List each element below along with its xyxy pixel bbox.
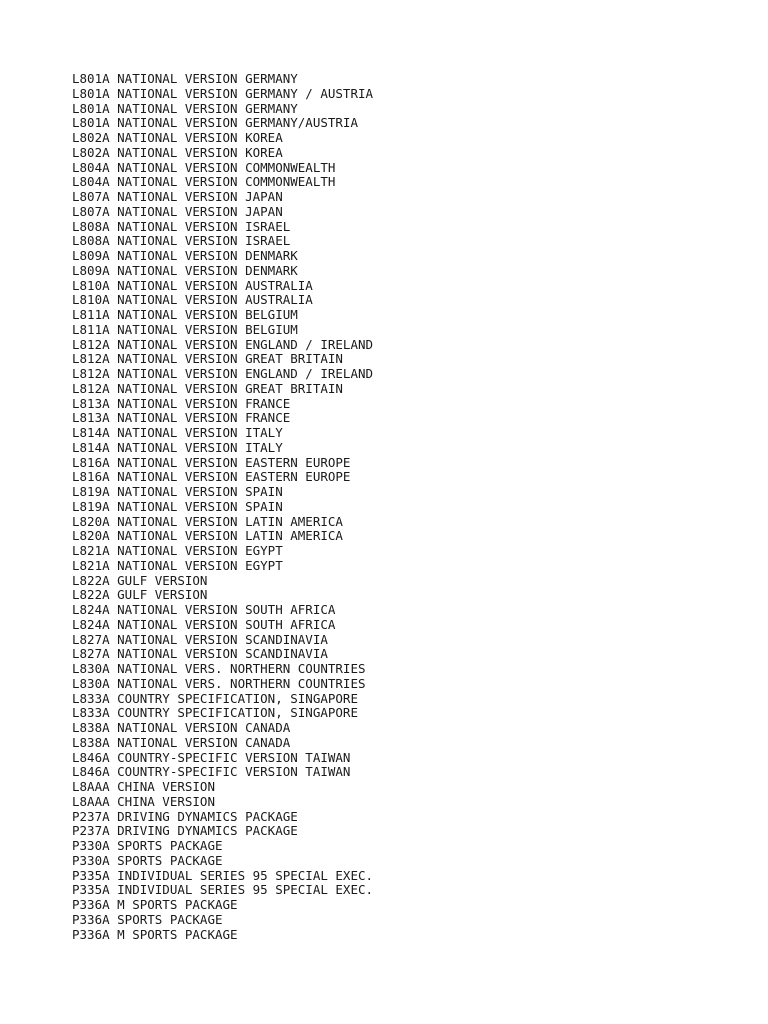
list-item: L808A NATIONAL VERSION ISRAEL	[72, 233, 291, 249]
list-item: L804A NATIONAL VERSION COMMONWEALTH	[72, 174, 336, 190]
list-item: L830A NATIONAL VERS. NORTHERN COUNTRIES	[72, 675, 366, 691]
list-item: P335A INDIVIDUAL SERIES 95 SPECIAL EXEC.	[72, 867, 374, 883]
list-item: L801A NATIONAL VERSION GERMANY	[72, 71, 298, 86]
list-item: L816A NATIONAL VERSION EASTERN EUROPE	[72, 469, 351, 485]
list-item: L820A NATIONAL VERSION LATIN AMERICA	[72, 528, 343, 544]
list-item: P335A INDIVIDUAL SERIES 95 SPECIAL EXEC.	[72, 882, 374, 898]
list-item: L810A NATIONAL VERSION AUSTRALIA	[72, 277, 313, 293]
list-item: L846A COUNTRY-SPECIFIC VERSION TAIWAN	[72, 764, 351, 780]
list-item: L802A NATIONAL VERSION KOREA	[72, 144, 283, 160]
list-item: L811A NATIONAL VERSION BELGIUM	[72, 321, 298, 337]
list-item: L810A NATIONAL VERSION AUSTRALIA	[72, 292, 313, 308]
option-code-list	[72, 72, 373, 942]
list-item: P330A SPORTS PACKAGE	[72, 852, 223, 868]
list-item: L830A NATIONAL VERS. NORTHERN COUNTRIES	[72, 661, 366, 676]
list-item: L813A NATIONAL VERSION FRANCE	[72, 410, 291, 426]
list-item: L820A NATIONAL VERSION LATIN AMERICA	[72, 513, 343, 529]
list-item: L816A NATIONAL VERSION EASTERN EUROPE	[72, 454, 351, 470]
list-item: L8AAA CHINA VERSION	[72, 779, 215, 794]
list-item: L813A NATIONAL VERSION FRANCE	[72, 395, 291, 411]
list-item: L801A NATIONAL VERSION GERMANY	[72, 100, 298, 116]
list-item: L824A NATIONAL VERSION SOUTH AFRICA	[72, 616, 336, 632]
list-item: P336A M SPORTS PACKAGE	[72, 926, 238, 942]
list-item: P336A M SPORTS PACKAGE	[72, 897, 238, 912]
list-item: L807A NATIONAL VERSION JAPAN	[72, 203, 283, 219]
list-item: L808A NATIONAL VERSION ISRAEL	[72, 218, 291, 234]
list-item: L821A NATIONAL VERSION EGYPT	[72, 557, 283, 573]
list-item: L822A GULF VERSION	[72, 587, 208, 603]
list-item: P237A DRIVING DYNAMICS PACKAGE	[72, 808, 298, 824]
list-item: L824A NATIONAL VERSION SOUTH AFRICA	[72, 602, 336, 617]
list-item: L809A NATIONAL VERSION DENMARK	[72, 262, 298, 278]
list-item: L814A NATIONAL VERSION ITALY	[72, 425, 283, 440]
list-item: L827A NATIONAL VERSION SCANDINAVIA	[72, 631, 328, 647]
list-item: L814A NATIONAL VERSION ITALY	[72, 439, 283, 455]
list-item: L822A GULF VERSION	[72, 572, 208, 588]
list-item: L833A COUNTRY SPECIFICATION, SINGAPORE	[72, 705, 358, 721]
list-item: L807A NATIONAL VERSION JAPAN	[72, 189, 283, 204]
list-item: L846A COUNTRY-SPECIFIC VERSION TAIWAN	[72, 749, 351, 765]
list-item: L812A NATIONAL VERSION GREAT BRITAIN	[72, 351, 343, 367]
list-item: L8AAA CHINA VERSION	[72, 793, 215, 809]
list-item: L809A NATIONAL VERSION DENMARK	[72, 248, 298, 263]
list-item: L801A NATIONAL VERSION GERMANY/AUSTRIA	[72, 115, 358, 131]
list-item: L812A NATIONAL VERSION ENGLAND / IRELAND	[72, 366, 374, 381]
list-item: L801A NATIONAL VERSION GERMANY / AUSTRIA	[72, 85, 374, 101]
list-item: L833A COUNTRY SPECIFICATION, SINGAPORE	[72, 690, 358, 706]
list-item: P330A SPORTS PACKAGE	[72, 838, 223, 853]
list-item: P237A DRIVING DYNAMICS PACKAGE	[72, 823, 298, 839]
list-item: L804A NATIONAL VERSION COMMONWEALTH	[72, 159, 336, 175]
list-item: L812A NATIONAL VERSION GREAT BRITAIN	[72, 380, 343, 396]
list-item: L838A NATIONAL VERSION CANADA	[72, 734, 291, 750]
list-item: L838A NATIONAL VERSION CANADA	[72, 720, 291, 735]
list-item: L802A NATIONAL VERSION KOREA	[72, 130, 283, 145]
list-item: L812A NATIONAL VERSION ENGLAND / IRELAND	[72, 336, 374, 352]
list-item: L819A NATIONAL VERSION SPAIN	[72, 498, 283, 514]
list-item: P336A SPORTS PACKAGE	[72, 911, 223, 927]
list-item: L811A NATIONAL VERSION BELGIUM	[72, 307, 298, 322]
list-item: L821A NATIONAL VERSION EGYPT	[72, 543, 283, 558]
list-item: L819A NATIONAL VERSION SPAIN	[72, 484, 283, 499]
list-item: L827A NATIONAL VERSION SCANDINAVIA	[72, 646, 328, 662]
